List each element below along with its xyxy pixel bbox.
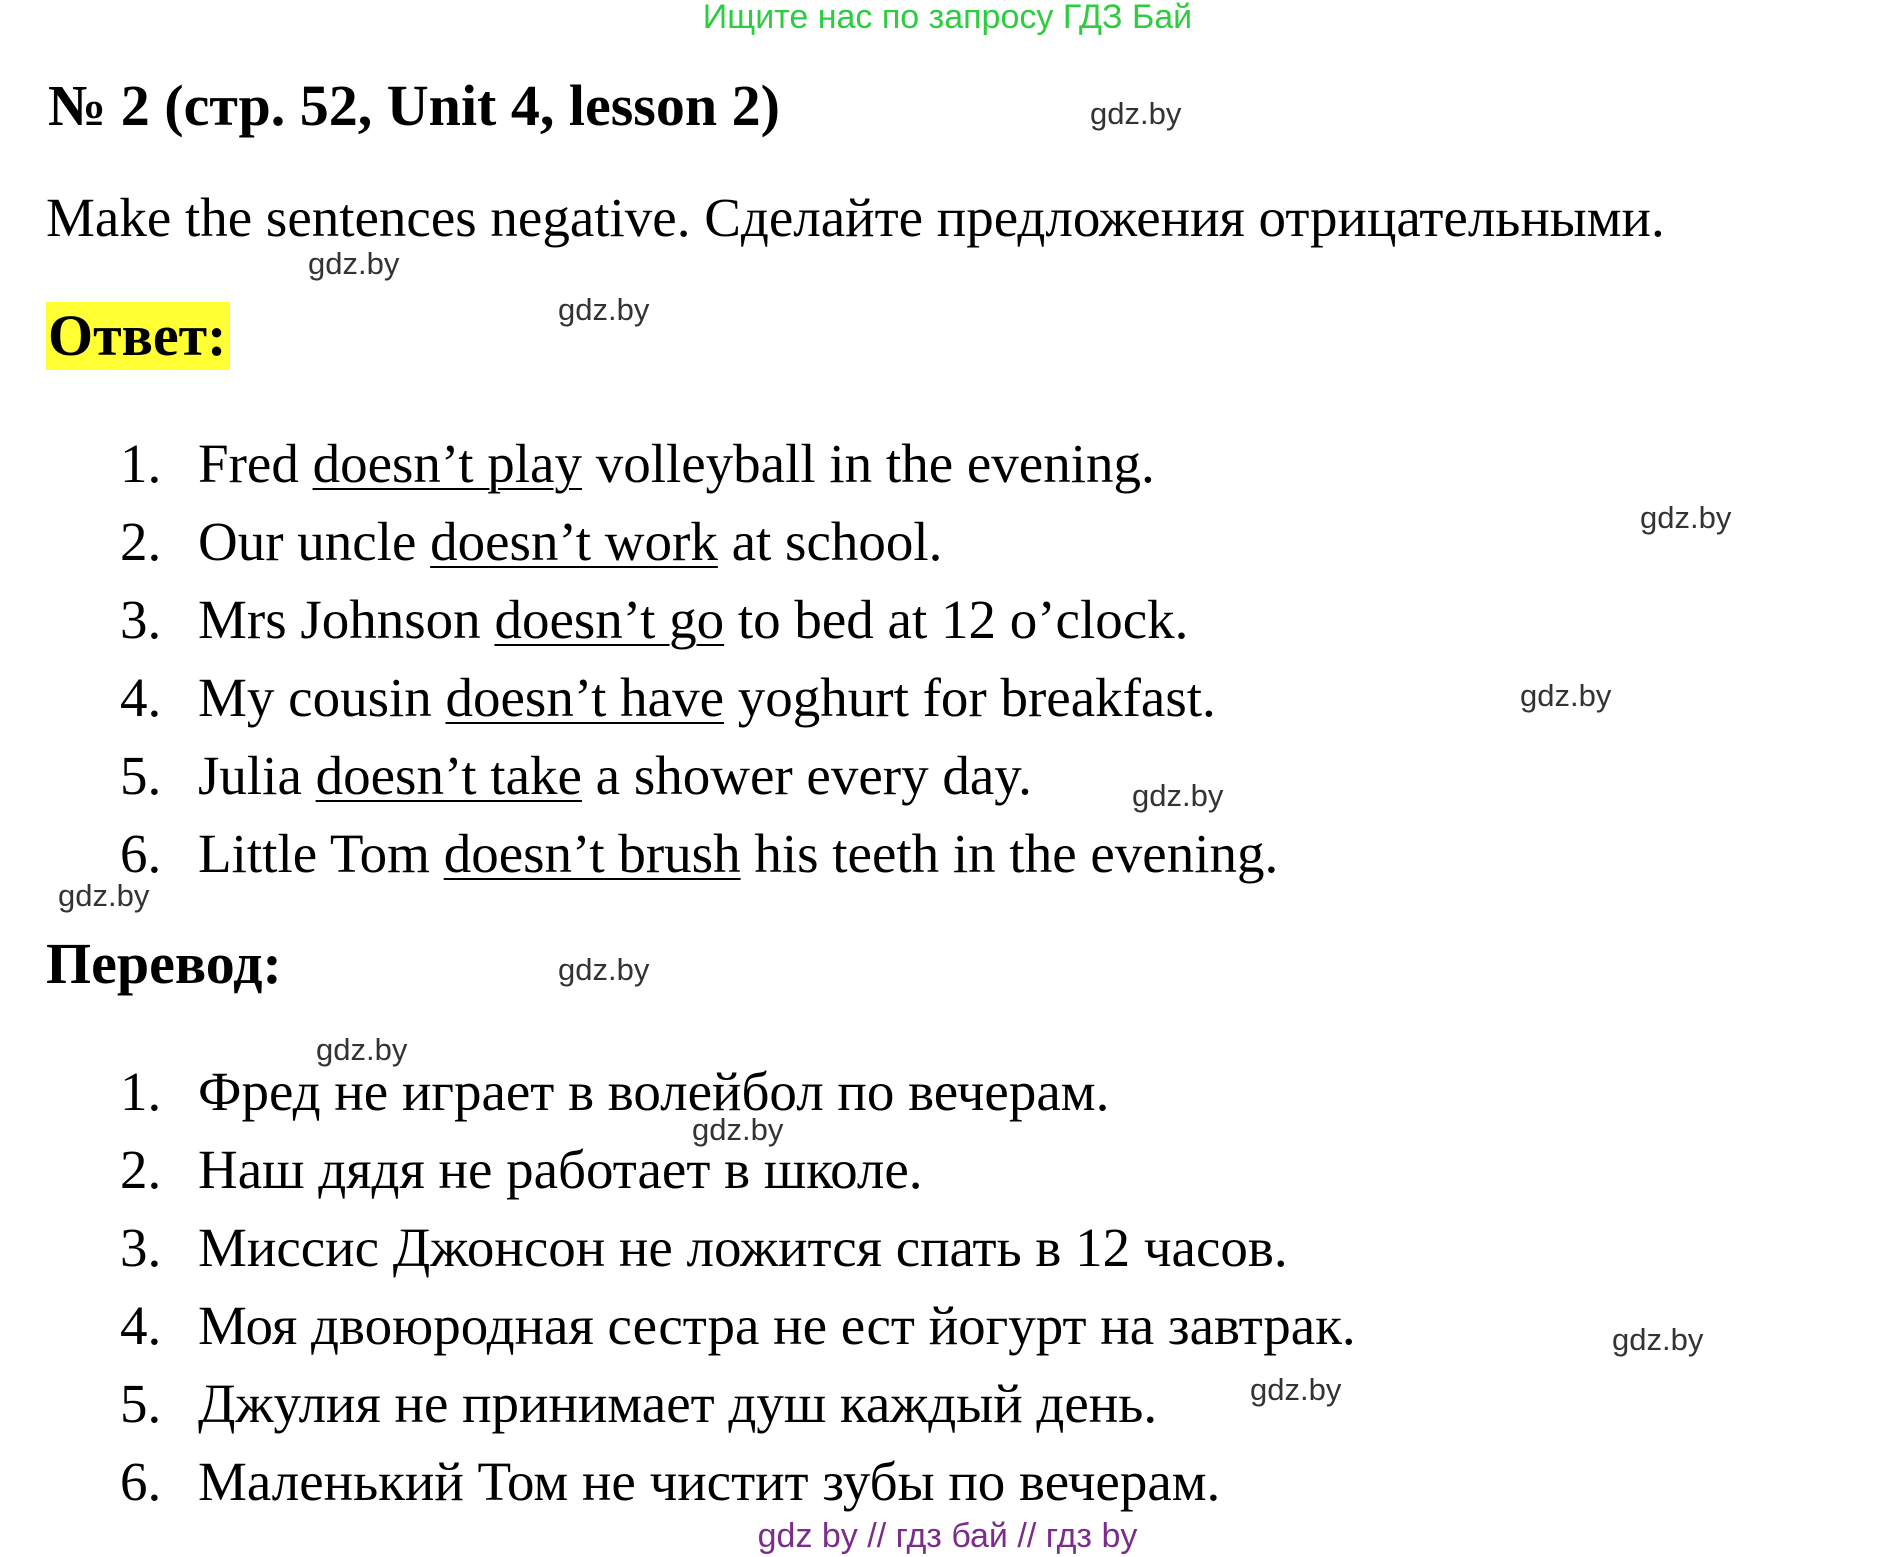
translation-text: Моя двоюродная сестра не ест йогурт на завтрак. xyxy=(198,1295,1356,1356)
answer-verb: doesn’t work xyxy=(430,511,718,572)
answer-verb: doesn’t brush xyxy=(443,823,741,884)
answer-text: Mrs Johnson doesn’t go to bed at 12 o’clock. xyxy=(198,589,1189,650)
translation-number: 6. xyxy=(120,1451,162,1512)
watermark: gdz.by xyxy=(308,246,400,281)
translation-text: Фред не играет в волейбол по вечерам. xyxy=(198,1061,1110,1122)
answer-label: Ответ: xyxy=(46,302,230,370)
watermark: gdz.by xyxy=(1612,1322,1704,1357)
translation-number: 1. xyxy=(120,1061,162,1122)
watermark: gdz.by xyxy=(1640,500,1732,535)
watermark: gdz.by xyxy=(1132,778,1224,813)
translation-number: 3. xyxy=(120,1217,162,1278)
exercise-title: № 2 (стр. 52, Unit 4, lesson 2) xyxy=(48,73,780,138)
watermark: gdz.by xyxy=(58,878,150,913)
translation-number: 5. xyxy=(120,1373,162,1434)
answer-text: Our uncle doesn’t work at school. xyxy=(198,511,943,572)
answer-number: 6. xyxy=(120,823,162,884)
translation-number: 2. xyxy=(120,1139,162,1200)
watermark: gdz.by xyxy=(1520,678,1612,713)
top-banner: Ищите нас по запросу ГДЗ Бай xyxy=(702,0,1193,36)
translation-text: Миссис Джонсон не ложится спать в 12 часов. xyxy=(198,1217,1288,1278)
translation-number: 4. xyxy=(120,1295,162,1356)
answer-verb: doesn’t have xyxy=(445,667,724,728)
answer-text: Fred doesn’t play volleyball in the evening. xyxy=(198,433,1155,494)
watermark: gdz.by xyxy=(558,292,650,327)
translation-text: Джулия не принимает душ каждый день. xyxy=(198,1373,1158,1434)
answer-text: Julia doesn’t take a shower every day. xyxy=(198,745,1032,806)
answer-number: 2. xyxy=(120,511,162,572)
watermark: gdz.by xyxy=(1250,1372,1342,1407)
watermark: gdz.by xyxy=(1090,96,1182,131)
translation-label: Перевод: xyxy=(46,931,282,996)
watermark: gdz.by xyxy=(558,952,650,987)
translation-text: Наш дядя не работает в школе. xyxy=(198,1139,923,1200)
answer-number: 4. xyxy=(120,667,162,728)
watermark: gdz.by xyxy=(316,1032,408,1067)
exercise-instruction: Make the sentences negative. Сделайте предложения отрицательными. xyxy=(46,187,1665,248)
answer-verb: doesn’t play xyxy=(312,433,582,494)
answer-text: My cousin doesn’t have yoghurt for breakfast. xyxy=(198,667,1216,728)
answer-verb: doesn’t take xyxy=(315,745,582,806)
footer-links: gdz by // гдз бай // гдз by xyxy=(757,1517,1138,1555)
answer-number: 5. xyxy=(120,745,162,806)
translation-text: Маленький Том не чистит зубы по вечерам. xyxy=(198,1451,1221,1512)
answer-text: Little Tom doesn’t brush his teeth in the evening. xyxy=(198,823,1279,884)
answer-verb: doesn’t go xyxy=(494,589,725,650)
answer-number: 3. xyxy=(120,589,162,650)
watermark: gdz.by xyxy=(692,1112,784,1147)
answer-number: 1. xyxy=(120,433,162,494)
